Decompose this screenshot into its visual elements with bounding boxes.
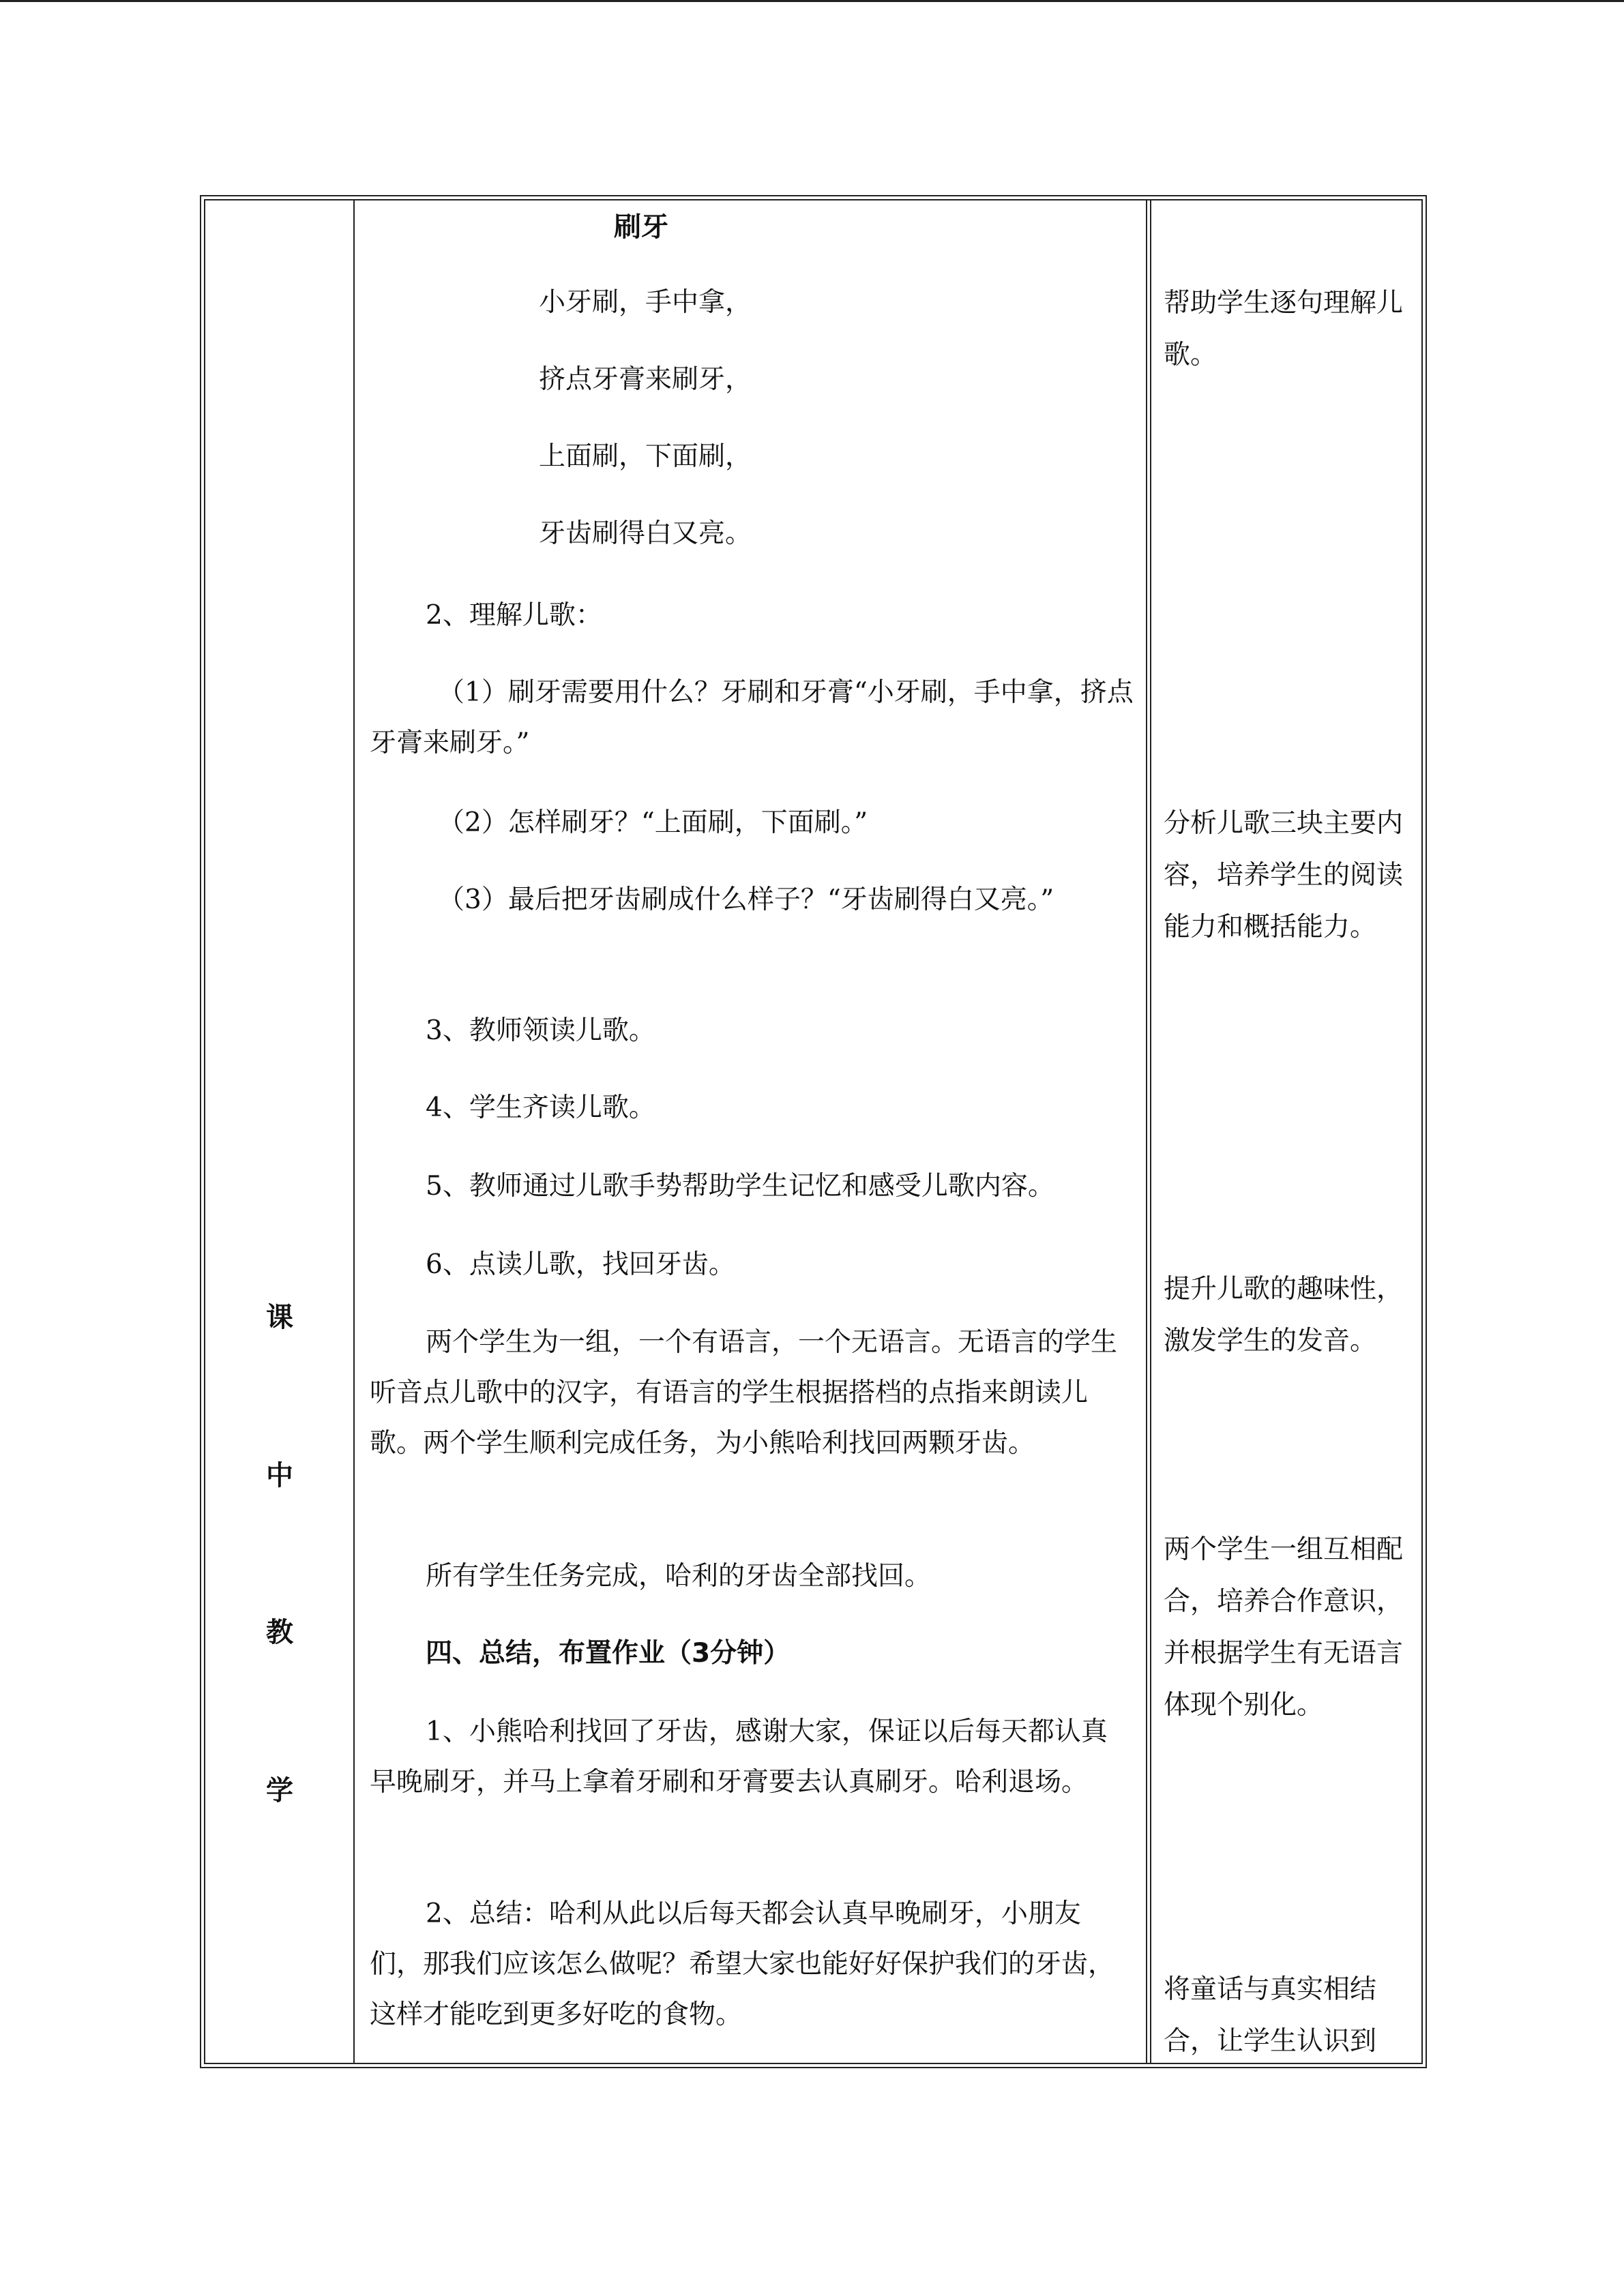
column-divider-notes-inner (1150, 199, 1151, 2064)
step-2-2: （2）怎样刷牙？“上面刷，下面刷。” (438, 807, 868, 838)
poem-line-1: 小牙刷，手中拿， (539, 287, 752, 318)
step-4: 4、学生齐读儿歌。 (426, 1092, 655, 1123)
section-4-step-2: 2、总结：哈利从此以后每天都会认真早晚刷牙，小朋友们，那我们应该怎么做呢？希望大家也能好好保护我们的牙齿，这样才能吃到更多好吃的食物。 (370, 1898, 1115, 2030)
step-6-description: 两个学生为一组，一个有语言，一个无语言。无语言的学生听音点儿歌中的汉字，有语言的学生根据搭档的点指来朗读儿歌。两个学生顺利完成任务，为小熊哈利找回两颗牙齿。 (370, 1327, 1118, 1459)
top-rule (0, 0, 1624, 2)
note-analyze-poem: 分析儿歌三块主要内容，培养学生的阅读能力和概括能力。 (1164, 808, 1404, 942)
step-5: 5、教师通过儿歌手势帮助学生记忆和感受儿歌内容。 (426, 1171, 1054, 1202)
step-6: 6、点读儿歌，找回牙齿。 (426, 1249, 735, 1280)
poem-line-3: 上面刷，下面刷， (539, 441, 752, 472)
section-4-step-1: 1、小熊哈利找回了牙齿，感谢大家，保证以后每天都认真早晚刷牙，并马上拿着牙刷和牙膏要去认真刷牙。哈利退场。 (370, 1716, 1108, 1798)
poem-line-2: 挤点牙膏来刷牙， (539, 364, 752, 395)
step-6-complete: 所有学生任务完成，哈利的牙齿全部找回。 (426, 1561, 932, 1592)
note-cooperation: 两个学生一组互相配合，培养合作意识，并根据学生有无语言体现个别化。 (1164, 1534, 1404, 1720)
step-3: 3、教师领读儿歌。 (426, 1015, 655, 1046)
poem-line-4: 牙齿刷得白又亮。 (539, 518, 752, 549)
step-2-1: （1）刷牙需要用什么？牙刷和牙膏“小牙刷，手中拿，挤点牙膏来刷牙。” (370, 677, 1134, 758)
note-increase-interest: 提升儿歌的趣味性，激发学生的发音。 (1164, 1274, 1404, 1356)
column-divider-label (353, 199, 355, 2064)
step-2-3: （3）最后把牙齿刷成什么样子？“牙齿刷得白又亮。” (438, 884, 1054, 915)
side-label-char-1: 课 (266, 1302, 293, 1333)
poem-title: 刷牙 (614, 211, 668, 243)
side-label-char-2: 中 (266, 1460, 293, 1491)
note-fairy-tale: 将童话与真实相结合，让学生认识到 (1164, 1974, 1377, 2057)
step-2-heading: 2、理解儿歌： (426, 600, 602, 631)
side-label-char-4: 学 (266, 1775, 293, 1806)
side-label-char-3: 教 (266, 1617, 293, 1648)
note-understand-poem: 帮助学生逐句理解儿歌。 (1164, 288, 1404, 370)
column-divider-notes-outer (1146, 199, 1147, 2064)
section-4-heading: 四、总结，布置作业（3分钟） (426, 1638, 791, 1669)
